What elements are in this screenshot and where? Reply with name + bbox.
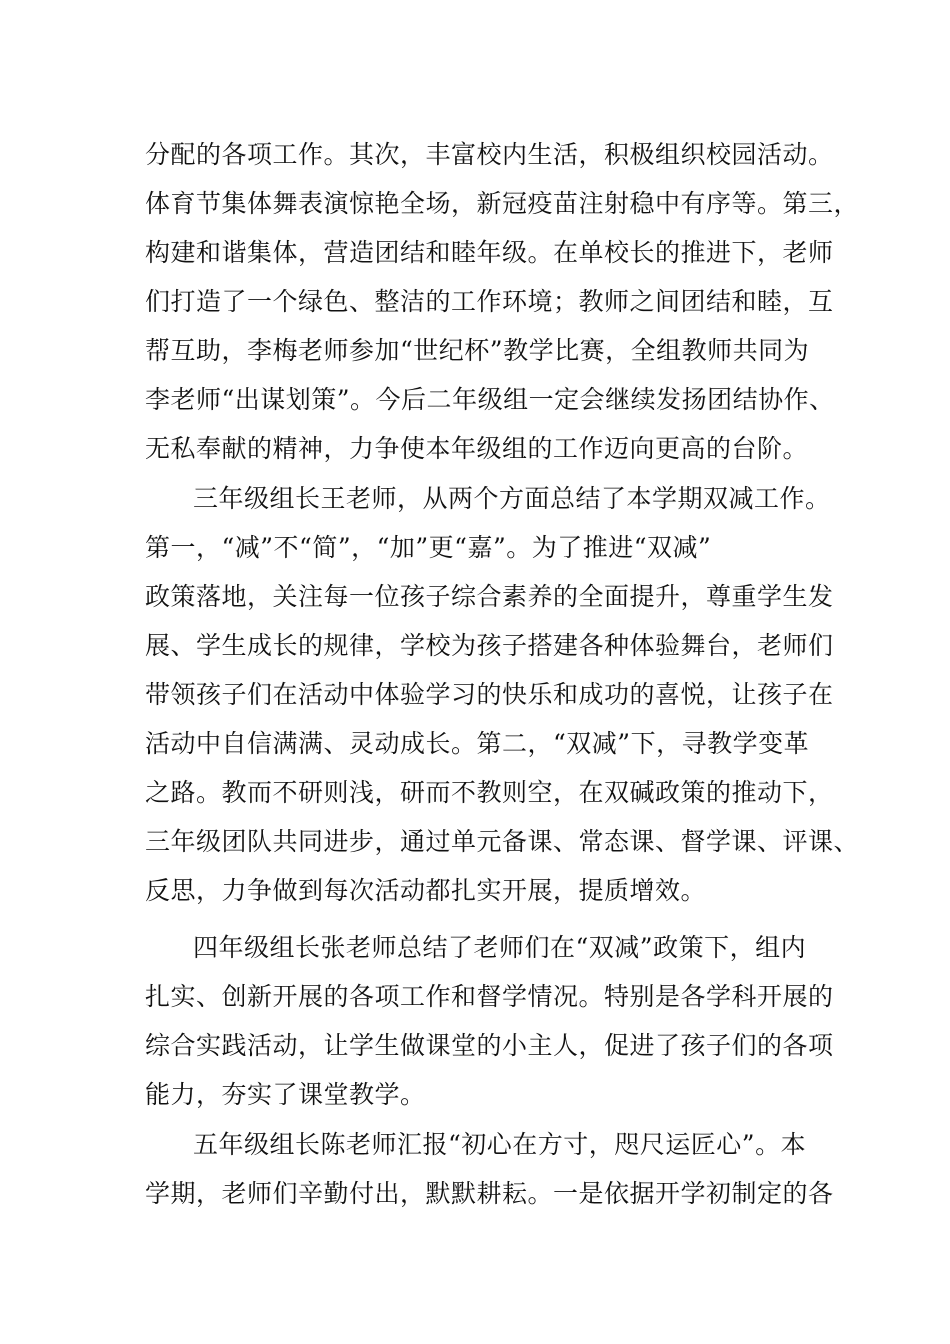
- paragraph-first-line: 四年级组长张老师总结了老师们在“双减”政策下，组内: [193, 933, 807, 962]
- text-line: 们打造了一个绿色、整洁的工作环境；教师之间团结和睦，互: [145, 287, 834, 316]
- text-line: 展、学生成长的规律，学校为孩子搭建各种体验舞台，老师们: [145, 631, 834, 660]
- paragraph-first-line: 三年级组长王老师，从两个方面总结了本学期双减工作。: [193, 484, 831, 513]
- text-line: 学期，老师们辛勤付出，默默耕耘。一是依据开学初制定的各: [145, 1179, 834, 1208]
- text-line: 体育节集体舞表演惊艳全场，新冠疫苗注射稳中有序等。第三，: [145, 189, 860, 218]
- text-line: 政策落地，关注每一位孩子综合素养的全面提升，尊重学生发: [145, 582, 834, 611]
- text-line: 扎实、创新开展的各项工作和督学情况。特别是各学科开展的: [145, 982, 834, 1011]
- text-line: 能力，夯实了课堂教学。: [145, 1080, 426, 1109]
- text-line: 三年级团队共同进步，通过单元备课、常态课、督学课、评课、: [145, 827, 860, 856]
- text-line: 构建和谐集体，营造团结和睦年级。在单校长的推进下，老师: [145, 238, 834, 267]
- text-line: 综合实践活动，让学生做课堂的小主人，促进了孩子们的各项: [145, 1031, 834, 1060]
- text-line: 帮互助，李梅老师参加“世纪杯”教学比赛，全组教师共同为: [145, 336, 810, 365]
- text-line: 第一，“减”不“简”，“加”更“嘉”。为了推进“双减”: [145, 533, 712, 562]
- text-line: 带领孩子们在活动中体验学习的快乐和成功的喜悦，让孩子在: [145, 680, 834, 709]
- text-line: 活动中自信满满、灵动成长。第二，“双减”下，寻教学变革: [145, 729, 810, 758]
- text-line: 分配的各项工作。其次，丰富校内生活，积极组织校园活动。: [145, 140, 834, 169]
- text-line: 无私奉献的精神，力争使本年级组的工作迈向更高的台阶。: [145, 434, 809, 463]
- text-line: 之路。教而不研则浅，研而不教则空，在双碱政策的推动下，: [145, 778, 834, 807]
- text-line: 李老师“出谋划策”。今后二年级组一定会继续发扬团结协作、: [145, 385, 835, 414]
- text-line: 反思，力争做到每次活动都扎实开展，提质增效。: [145, 876, 707, 905]
- paragraph-first-line: 五年级组长陈老师汇报“初心在方寸，咫尺运匠心”。本: [193, 1130, 807, 1159]
